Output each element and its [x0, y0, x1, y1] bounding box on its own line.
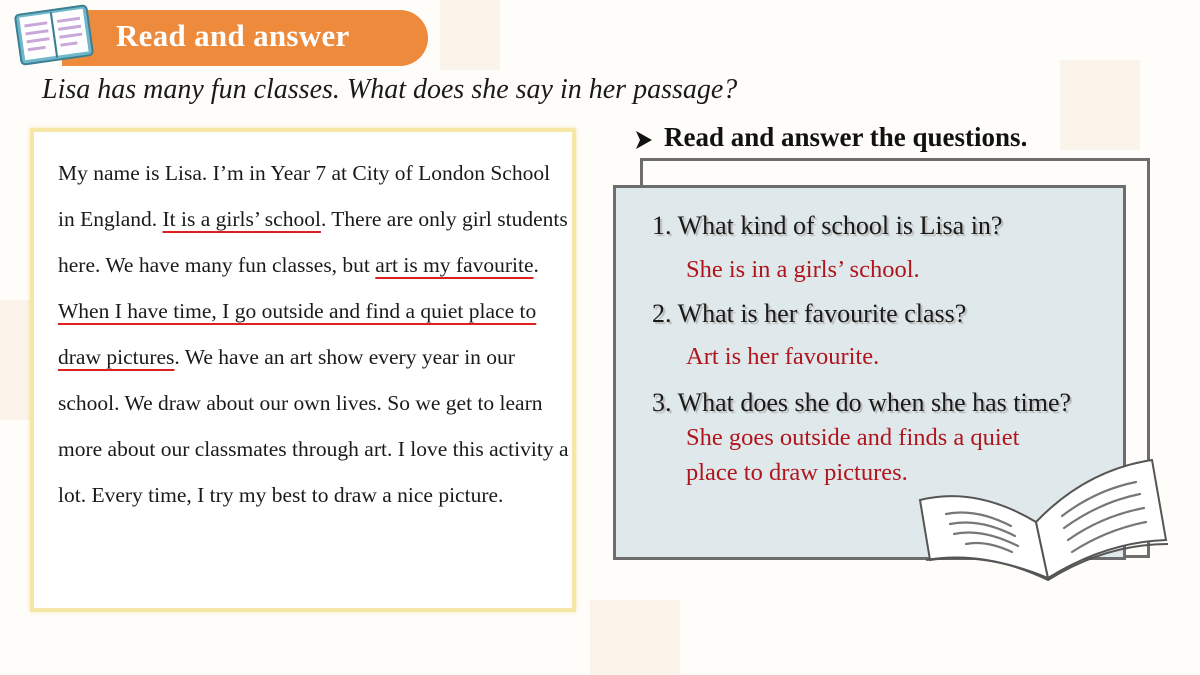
page-subtitle: Lisa has many fun classes. What does she say in her passage?: [42, 74, 738, 105]
passage-segment: . We have an art show every year in our school. We draw about our own lives. So we get to learn more about our classmates through art. I love this activity a lot. Every time, I try my best to draw a nice picture.: [58, 345, 569, 507]
question-1: 1. What kind of school is Lisa in?: [652, 211, 1003, 240]
underlined-phrase: When I have time, I go outside and find a quiet place to draw pictures: [58, 299, 537, 369]
arrow-bullet-icon: [634, 129, 654, 151]
passage-segment: . There are only girl students here. We have many fun classes, but: [58, 207, 568, 277]
answer-3-line-2: place to draw pictures.: [686, 459, 908, 486]
page-title: Read and answer: [116, 18, 350, 53]
background-decoration: [590, 600, 680, 675]
underlined-phrase: It is a girls’ school: [162, 207, 321, 231]
underlined-phrase: art is my favourite: [375, 253, 534, 277]
answer-1: She is in a girls’ school.: [686, 256, 920, 283]
answer-3-line-1: She goes outside and finds a quiet: [686, 424, 1020, 451]
background-decoration: [440, 0, 500, 70]
background-decoration: [1060, 60, 1140, 150]
questions-heading: Read and answer the questions.: [664, 122, 1028, 152]
question-2: 2. What is her favourite class?: [652, 299, 967, 328]
open-book-illustration: [916, 456, 1170, 582]
background-decoration: [0, 300, 30, 420]
passage-segment: .: [533, 253, 539, 277]
answer-2: Art is her favourite.: [686, 343, 880, 370]
passage-text: [58, 150, 570, 518]
passage-card: [30, 128, 576, 612]
passage-segment: My name is Lisa. I’m in Year 7 at City of London School in England.: [58, 161, 551, 231]
notebook-icon: [4, 0, 104, 70]
question-3: 3. What does she do when she has time?: [652, 388, 1072, 417]
